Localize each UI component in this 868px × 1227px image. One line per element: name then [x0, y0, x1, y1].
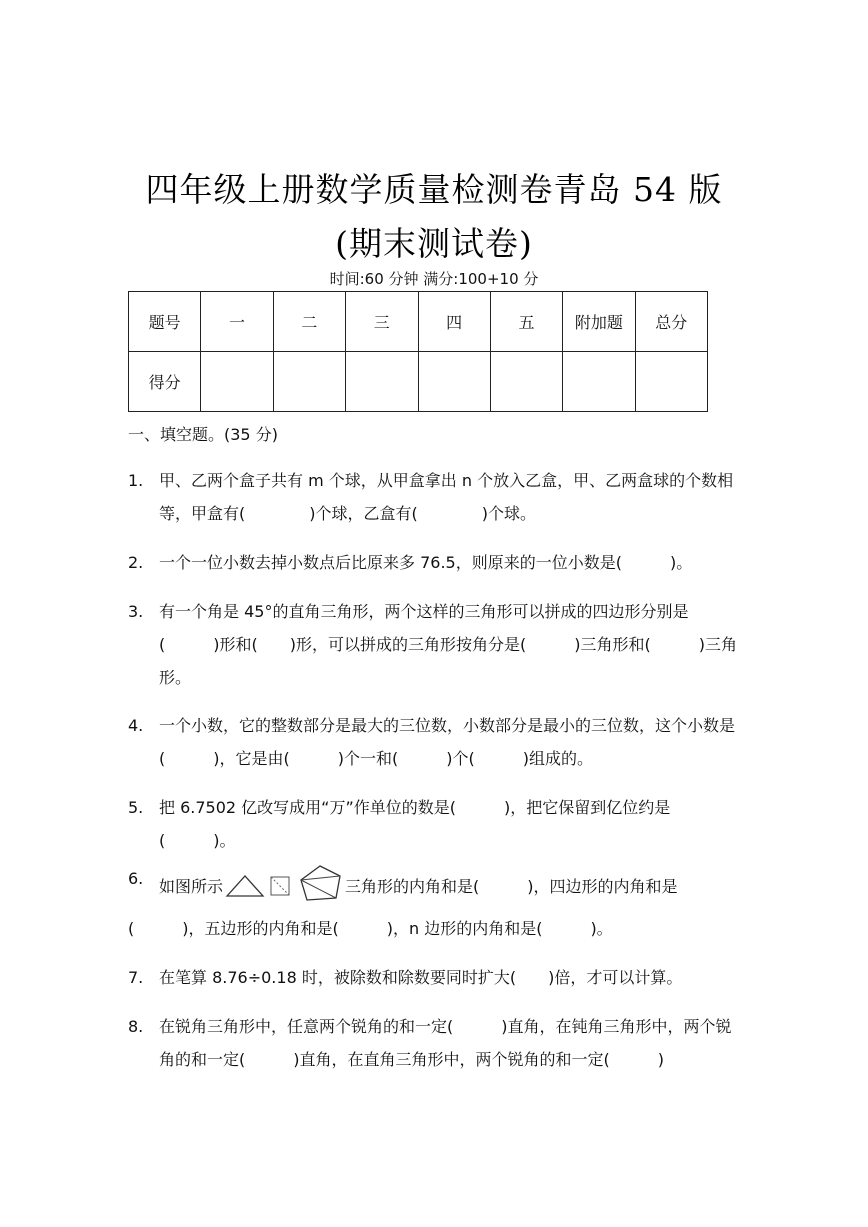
- question-7: [128, 961, 743, 994]
- header-cell-section-1: 一: [201, 292, 273, 352]
- score-cell[interactable]: [418, 352, 490, 412]
- score-cell[interactable]: [273, 352, 345, 412]
- question-number: 7.: [128, 968, 144, 987]
- exam-subtitle: (期末测试卷): [335, 224, 533, 263]
- score-table-header-row: [129, 292, 708, 352]
- score-cell[interactable]: [490, 352, 562, 412]
- question-1: [128, 464, 743, 530]
- header-cell-bonus: 附加题: [563, 292, 635, 352]
- question-2: [128, 546, 743, 579]
- question-5: [128, 791, 743, 857]
- header-cell-section-4: 四: [418, 292, 490, 352]
- question-text: 在笔算 8.76÷0.18 时，被除数和除数要同时扩大( )倍，才可以计算。: [159, 968, 683, 987]
- question-6: [128, 862, 743, 913]
- score-cell[interactable]: [346, 352, 418, 412]
- question-number: 4.: [128, 716, 144, 735]
- triangle-icon: [227, 876, 263, 896]
- score-table: [128, 291, 708, 412]
- score-row-label: 得分: [129, 352, 201, 412]
- pentagon-icon: [301, 866, 340, 900]
- question-number: 1.: [128, 471, 144, 490]
- score-cell[interactable]: [563, 352, 635, 412]
- header-cell-question-no: 题号: [129, 292, 201, 352]
- header-cell-section-5: 五: [490, 292, 562, 352]
- question-text: 一个一位小数去掉小数点后比原来多 76.5，则原来的一位小数是( )。: [159, 553, 693, 572]
- question-3: [128, 595, 743, 694]
- question-text: 在锐角三角形中，任意两个锐角的和一定( )直角，在钝角三角形中，两个锐角的和一定( )直角，在直角三角形中，两个锐角的和一定( ): [159, 1017, 732, 1069]
- question-8: [128, 1010, 743, 1076]
- polygon-figures: [225, 862, 343, 913]
- question-number: 3.: [128, 602, 144, 621]
- question-6-line-2: ( )，五边形的内角和是( )，n 边形的内角和是( )。: [128, 919, 613, 938]
- exam-time-score-info: 时间:60 分钟 满分:100+10 分: [329, 270, 539, 288]
- score-cell[interactable]: [201, 352, 273, 412]
- question-4: [128, 709, 743, 775]
- exam-title: 四年级上册数学质量检测卷青岛 54 版: [145, 170, 723, 209]
- header-cell-total: 总分: [635, 292, 707, 352]
- question-text: 如图所示: [159, 877, 224, 896]
- question-text: 甲、乙两个盒子共有 m 个球，从甲盒拿出 n 个放入乙盒，甲、乙两盒球的个数相等，甲盒有( )个球，乙盒有( )个球。: [159, 471, 734, 523]
- quadrilateral-icon: [271, 877, 289, 895]
- section-heading-fill-in: 一、填空题。(35 分): [128, 425, 278, 444]
- score-cell[interactable]: [635, 352, 707, 412]
- question-number: 2.: [128, 553, 144, 572]
- question-number: 6.: [128, 869, 144, 888]
- question-text: 三角形的内角和是( )，四边形的内角和是: [345, 877, 678, 896]
- header-cell-section-2: 二: [273, 292, 345, 352]
- question-text: 有一个角是 45°的直角三角形，两个这样的三角形可以拼成的四边形分别是( )形和( )形，可以拼成的三角形按角分是( )三角形和( )三角形。: [159, 602, 737, 687]
- score-table-score-row: [129, 352, 708, 412]
- question-number: 5.: [128, 798, 144, 817]
- question-text: 一个小数，它的整数部分是最大的三位数，小数部分是最小的三位数，这个小数是( )，它是由( )个一和( )个( )组成的。: [159, 716, 736, 768]
- header-cell-section-3: 三: [346, 292, 418, 352]
- question-number: 8.: [128, 1017, 144, 1036]
- question-text: 把 6.7502 亿改写成用“万”作单位的数是( )，把它保留到亿位约是( )。: [159, 798, 671, 850]
